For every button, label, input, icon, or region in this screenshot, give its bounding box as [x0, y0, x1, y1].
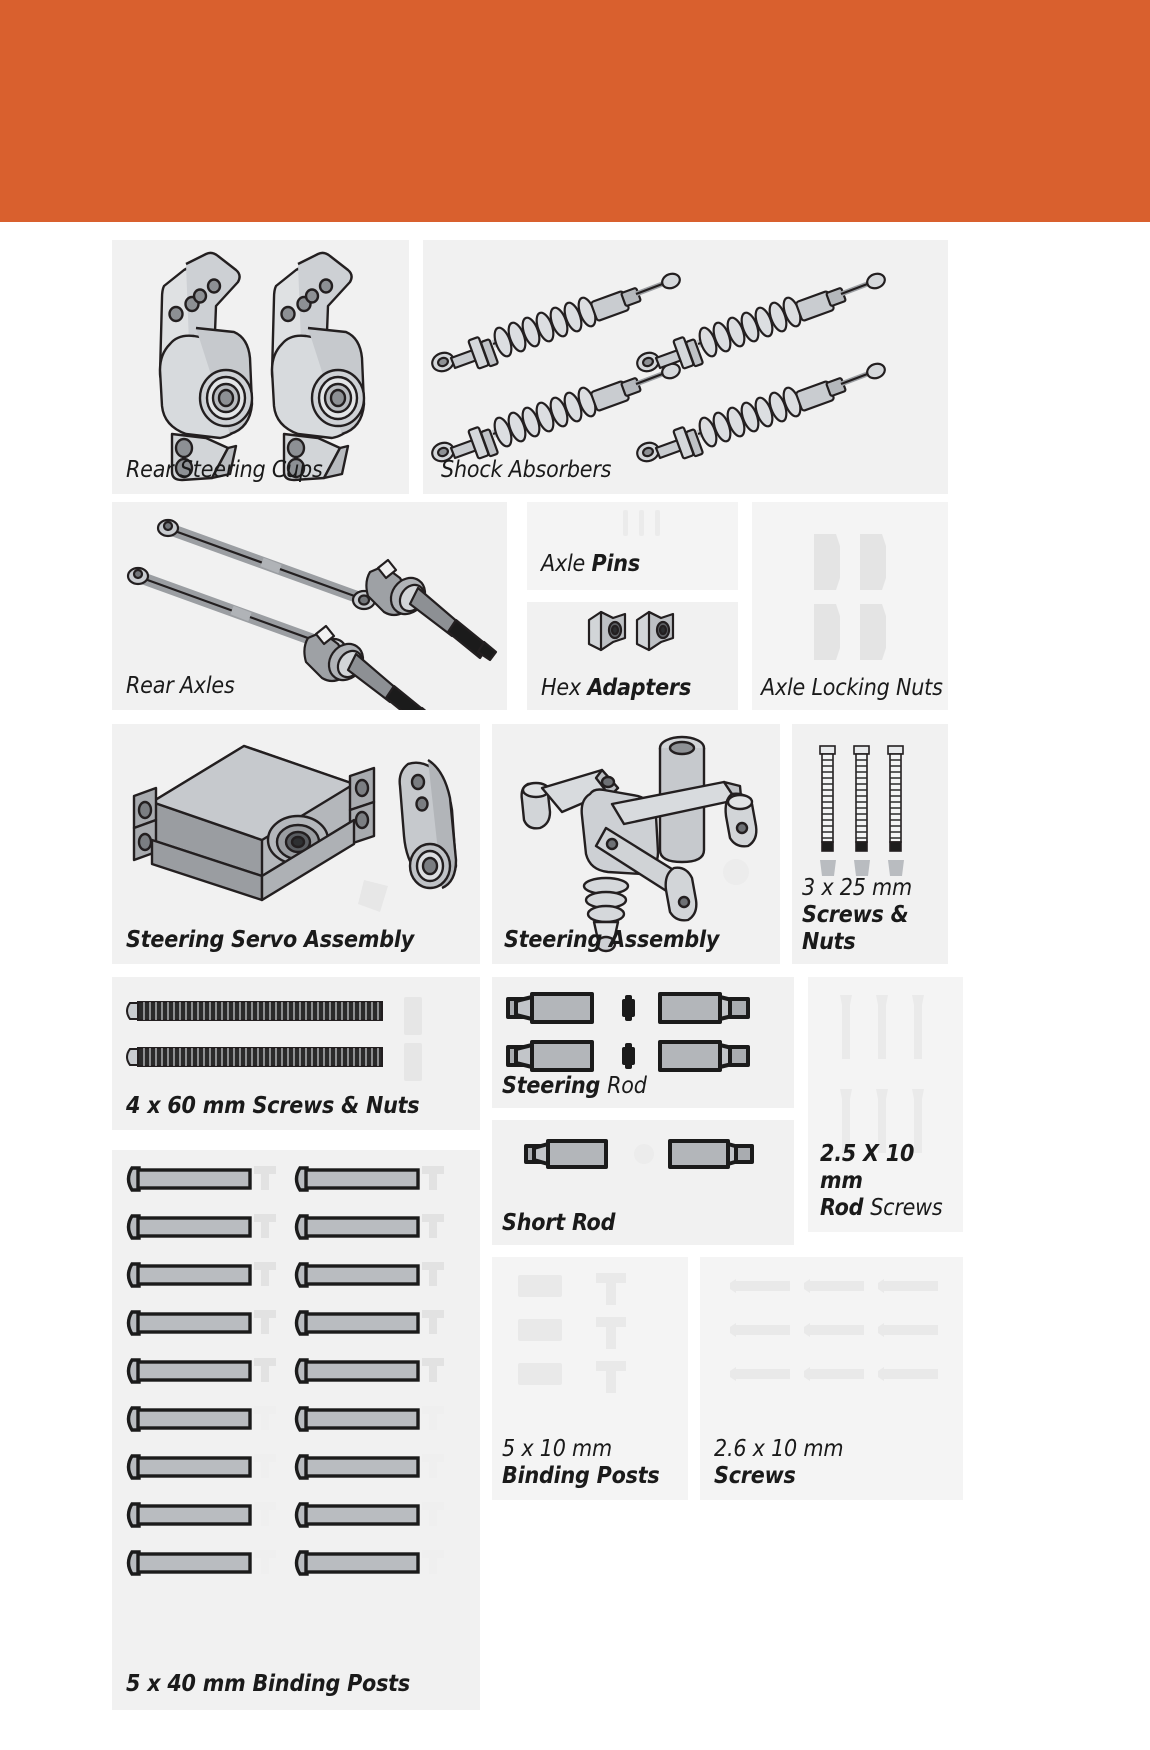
panel-steering-assembly[interactable]	[492, 724, 780, 964]
panel-label-screws-nuts-4x60: 4 x 60 mm Screws & Nuts	[126, 1093, 420, 1120]
panel-rear-steering-cups[interactable]	[112, 240, 409, 494]
panel-label-steering-rod: Steering Rod	[502, 1073, 647, 1100]
panel-rear-axles[interactable]	[112, 502, 507, 710]
panel-label-screws-2.6x10: 2.6 x 10 mm Screws	[714, 1435, 844, 1489]
parts-grid	[0, 222, 1150, 1750]
panel-binding-posts-5x10[interactable]	[492, 1257, 688, 1500]
panel-label-rear-axles: Rear Axles	[126, 673, 235, 700]
panel-hex-adapters[interactable]	[527, 602, 738, 710]
panel-label-axle-pins: Axle Pins	[541, 551, 640, 578]
binding-posts-5x40-illustration	[112, 1150, 480, 1710]
panel-label-steering-assembly: Steering Assembly	[504, 927, 720, 954]
panel-label-binding-posts-5x10: 5 x 10 mm Binding Posts	[502, 1435, 660, 1489]
panel-binding-posts-5x40[interactable]	[112, 1150, 480, 1710]
panel-steering-rod[interactable]	[492, 977, 794, 1108]
panel-label-axle-locking-nuts: Axle Locking Nuts	[761, 675, 943, 702]
panel-short-rod[interactable]	[492, 1120, 794, 1245]
panel-label-screws-nuts-3x25: 3 x 25 mm Screws & Nuts	[802, 874, 912, 955]
panel-screws-2.6x10[interactable]	[700, 1257, 963, 1500]
panel-label-short-rod: Short Rod	[502, 1210, 616, 1237]
header-orange-band	[0, 0, 1150, 222]
panel-label-hex-adapters: Hex Adapters	[541, 675, 692, 702]
panel-label-rod-screws-2.5x10: 2.5 X 10 mm Rod Screws	[820, 1140, 943, 1221]
panel-axle-pins[interactable]	[527, 502, 738, 590]
panel-label-rear-steering-cups: Rear Steering Cups	[126, 457, 323, 484]
panel-label-binding-posts-5x40: 5 x 40 mm Binding Posts	[126, 1671, 411, 1698]
panel-steering-servo-assembly[interactable]	[112, 724, 480, 964]
panel-rod-screws-2.5x10[interactable]	[808, 977, 963, 1232]
panel-screws-nuts-4x60[interactable]	[112, 977, 480, 1130]
panel-screws-nuts-3x25[interactable]	[792, 724, 948, 964]
rear-steering-cups-illustration	[112, 240, 409, 494]
shock-absorbers-illustration	[423, 240, 948, 494]
panel-label-steering-servo-assembly: Steering Servo Assembly	[126, 927, 415, 954]
panel-shock-absorbers[interactable]	[423, 240, 948, 494]
panel-axle-locking-nuts[interactable]	[752, 502, 948, 710]
panel-label-shock-absorbers: Shock Absorbers	[441, 457, 612, 484]
